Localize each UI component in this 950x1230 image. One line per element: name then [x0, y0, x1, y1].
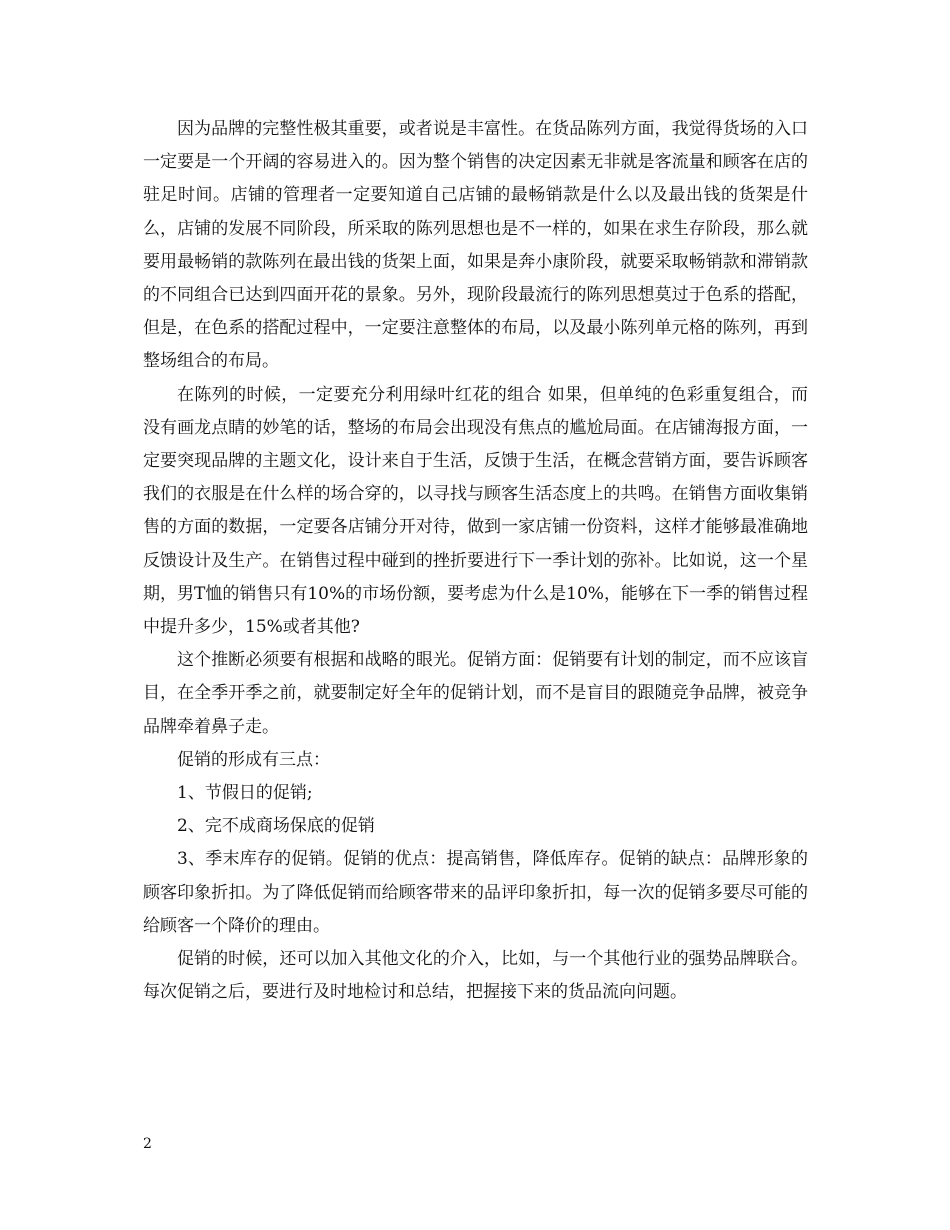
paragraph: 因为品牌的完整性极其重要，或者说是丰富性。在货品陈列方面，我觉得货场的入口一定要是一个开阔的容易进入的。因为整个销售的决定因素无非就是客流量和顾客在店的驻足时间。店铺的管理者一定要知道自己店铺的最畅销款是什么以及最出钱的货架是什么，店铺的发展不同阶段，所采取的陈列思想也是不一样的，如果在求生存阶段，那么就要用最畅销的款陈列在最出钱的货架上面，如果是奔小康阶段，就要采取畅销款和滞销款的不同组合已达到四面开花的景象。另外，现阶段最流行的陈列思想莫过于色系的搭配，但是，在色系的搭配过程中，一定要注意整体的布局，以及最小陈列单元格的陈列，再到整场组合的布局。 [143, 119, 808, 372]
list-item: 3、季末库存的促销。促销的优点：提高销售，降低库存。促销的缺点：品牌形象的顾客印象折扣。为了降低促销而给顾客带来的品评印象折扣，每一次的促销多要尽可能的给顾客一个降价的理由。 [143, 849, 808, 936]
page-number: 2 [143, 1136, 152, 1152]
list-item: 2、完不成商场保底的促销 [177, 816, 375, 837]
document-body [143, 113, 808, 1009]
paragraph: 这个推断必须要有根据和战略的眼光。促销方面：促销要有计划的制定，而不应该盲目，在全季开季之前，就要制定好全年的促销计划，而不是盲目的跟随竞争品牌，被竞争品牌牵着鼻子走。 [143, 650, 808, 737]
paragraph: 在陈列的时候，一定要充分利用绿叶红花的组合 如果，但单纯的色彩重复组合，而没有画龙点睛的妙笔的话，整场的布局会出现没有焦点的尴尬局面。在店铺海报方面，一定要突现品牌的主题文化，设计来自于生活，反馈于生活，在概念营销方面，要告诉顾客我们的衣服是在什么样的场合穿的，以寻找与顾客生活态度上的共鸣。在销售方面收集销售的方面的数据，一定要各店铺分开对待，做到一家店铺一份资料，这样才能够最准确地反馈设计及生产。在销售过程中碰到的挫折要进行下一季计划的弥补。比如说，这一个星期，男T恤的销售只有10%的市场份额，要考虑为什么是10%，能够在下一季的销售过程中提升多少，15%或者其他? [143, 384, 808, 638]
paragraph: 促销的时候，还可以加入其他文化的介入，比如，与一个其他行业的强势品牌联合。每次促销之后，要进行及时地检讨和总结，把握接下来的货品流向问题。 [143, 949, 808, 1003]
list-item: 1、节假日的促销; [177, 783, 313, 804]
paragraph: 促销的形成有三点： [177, 749, 330, 770]
